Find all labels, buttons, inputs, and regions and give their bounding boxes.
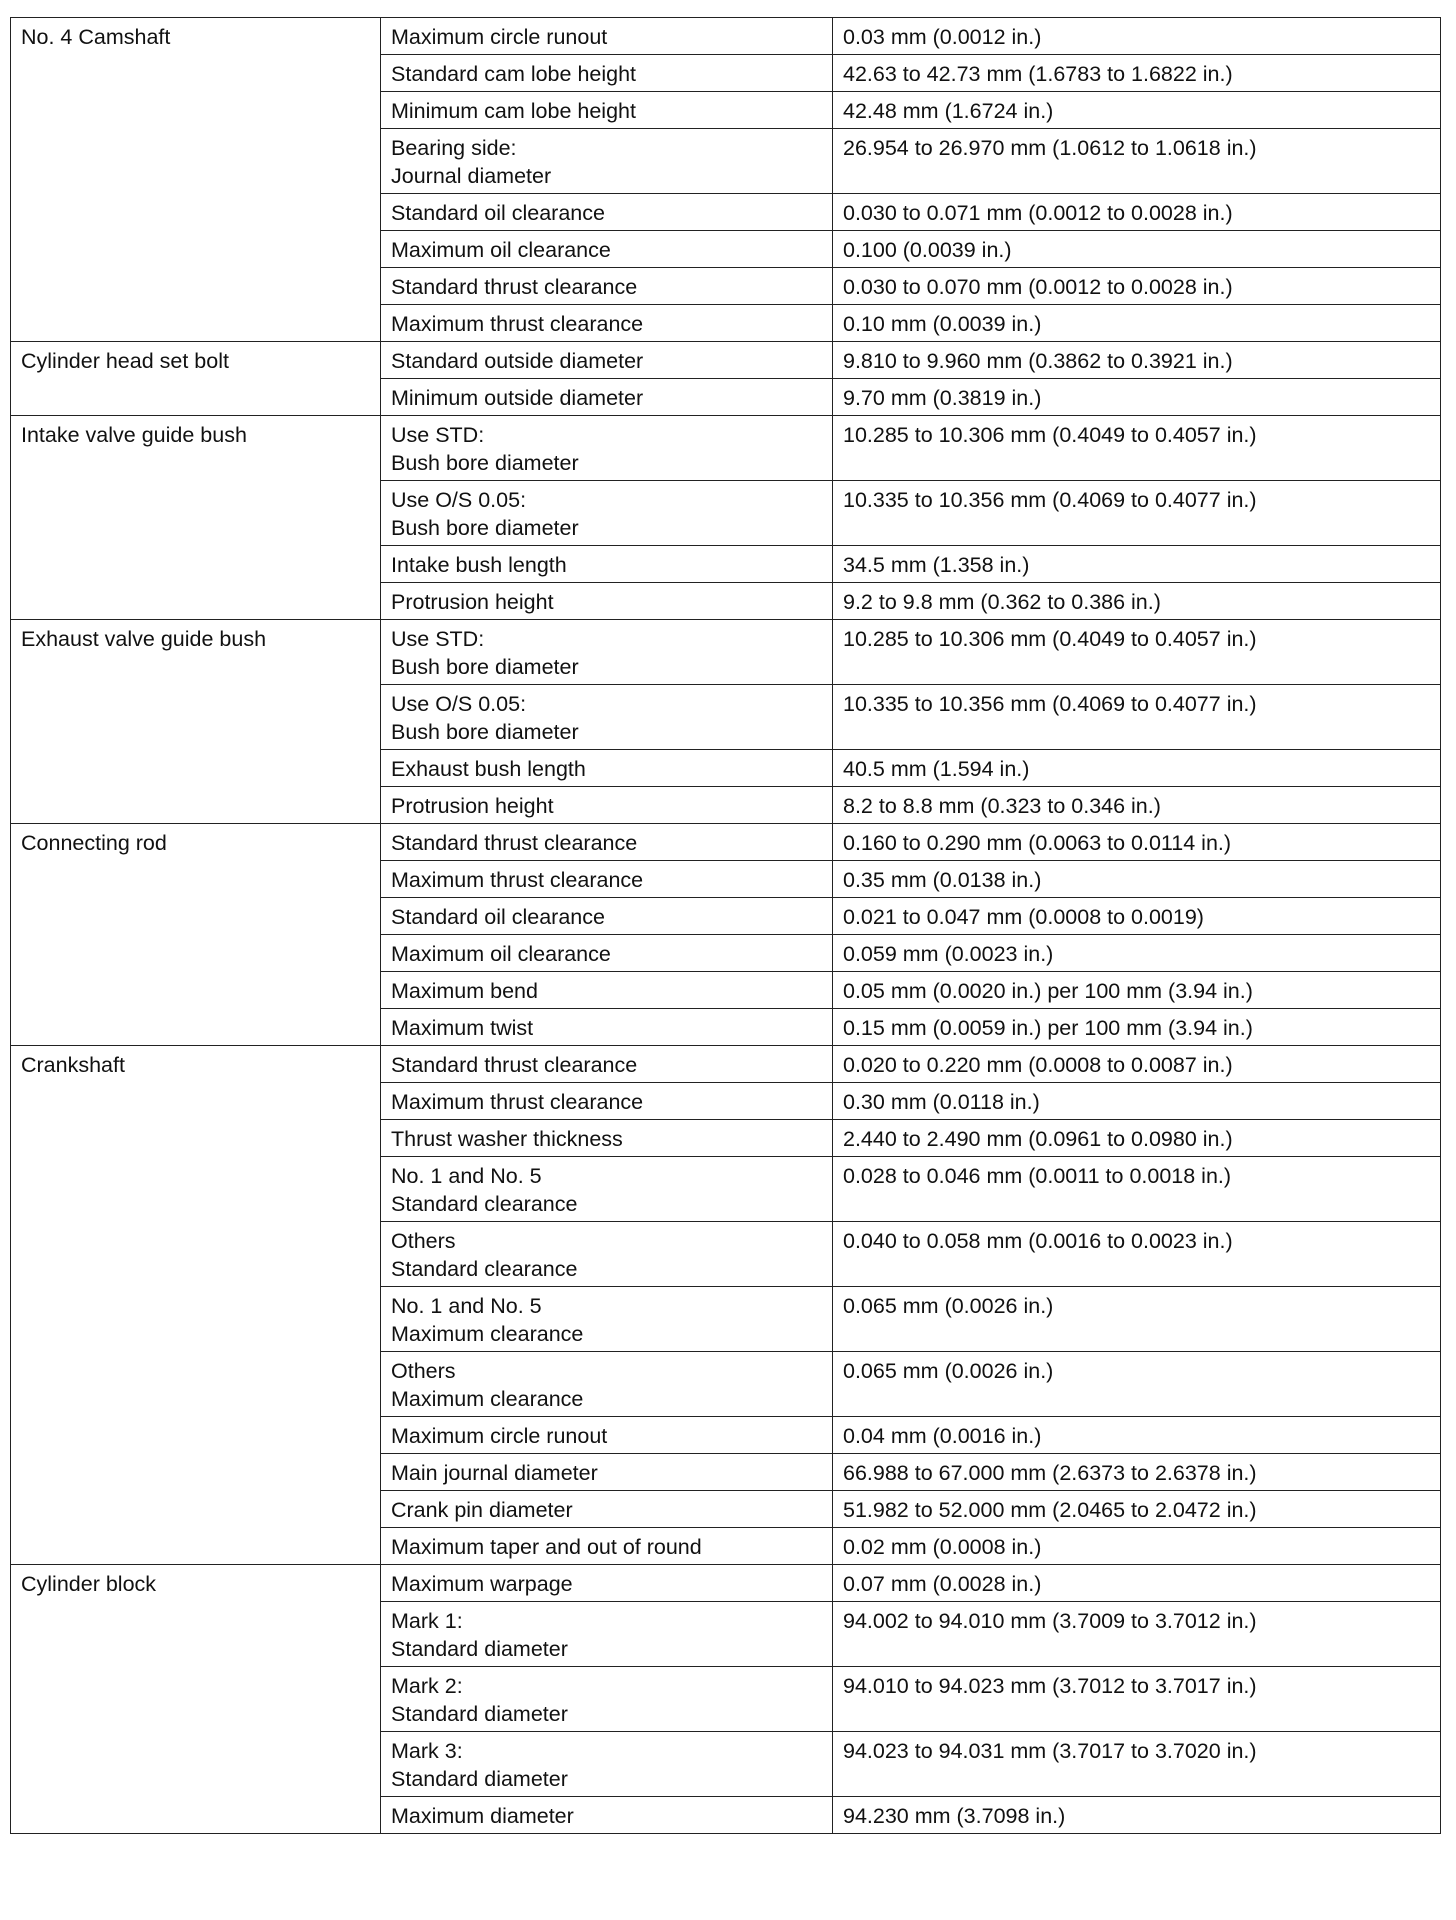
- spec-item-cell: Intake bush length: [381, 546, 833, 583]
- spec-value-cell: 0.04 mm (0.0016 in.): [833, 1417, 1441, 1454]
- spec-value-cell: 9.70 mm (0.3819 in.): [833, 379, 1441, 416]
- spec-value-cell: 0.020 to 0.220 mm (0.0008 to 0.0087 in.): [833, 1046, 1441, 1083]
- spec-item-cell: Standard cam lobe height: [381, 55, 833, 92]
- spec-value-cell: 0.30 mm (0.0118 in.): [833, 1083, 1441, 1120]
- component-name-cell: Connecting rod: [11, 824, 381, 1046]
- table-row: [11, 824, 1441, 861]
- spec-item-cell: Maximum diameter: [381, 1797, 833, 1834]
- spec-value-cell: 94.002 to 94.010 mm (3.7009 to 3.7012 in.): [833, 1602, 1441, 1667]
- spec-value-cell: 0.03 mm (0.0012 in.): [833, 18, 1441, 55]
- spec-value-cell: 2.440 to 2.490 mm (0.0961 to 0.0980 in.): [833, 1120, 1441, 1157]
- spec-value-cell: 0.160 to 0.290 mm (0.0063 to 0.0114 in.): [833, 824, 1441, 861]
- spec-item-cell: Minimum cam lobe height: [381, 92, 833, 129]
- spec-item-cell: Standard oil clearance: [381, 194, 833, 231]
- spec-value-cell: 0.15 mm (0.0059 in.) per 100 mm (3.94 in.): [833, 1009, 1441, 1046]
- spec-item-cell: Minimum outside diameter: [381, 379, 833, 416]
- spec-item-cell: No. 1 and No. 5 Maximum clearance: [381, 1287, 833, 1352]
- spec-item-cell: Maximum thrust clearance: [381, 861, 833, 898]
- spec-item-cell: Maximum circle runout: [381, 18, 833, 55]
- spec-item-cell: Others Standard clearance: [381, 1222, 833, 1287]
- spec-value-cell: 10.335 to 10.356 mm (0.4069 to 0.4077 in.): [833, 685, 1441, 750]
- spec-value-cell: 9.810 to 9.960 mm (0.3862 to 0.3921 in.): [833, 342, 1441, 379]
- spec-item-cell: Bearing side: Journal diameter: [381, 129, 833, 194]
- table-row: [11, 416, 1441, 481]
- spec-item-cell: Maximum thrust clearance: [381, 1083, 833, 1120]
- spec-value-cell: 0.10 mm (0.0039 in.): [833, 305, 1441, 342]
- spec-item-cell: No. 1 and No. 5 Standard clearance: [381, 1157, 833, 1222]
- spec-item-cell: Mark 3: Standard diameter: [381, 1732, 833, 1797]
- component-name-cell: Crankshaft: [11, 1046, 381, 1565]
- spec-item-cell: Maximum bend: [381, 972, 833, 1009]
- component-name-cell: Intake valve guide bush: [11, 416, 381, 620]
- table-row: [11, 18, 1441, 55]
- spec-item-cell: Use STD: Bush bore diameter: [381, 620, 833, 685]
- spec-item-cell: Standard oil clearance: [381, 898, 833, 935]
- spec-value-cell: 0.021 to 0.047 mm (0.0008 to 0.0019): [833, 898, 1441, 935]
- spec-item-cell: Standard thrust clearance: [381, 824, 833, 861]
- spec-value-cell: 26.954 to 26.970 mm (1.0612 to 1.0618 in.): [833, 129, 1441, 194]
- spec-item-cell: Standard thrust clearance: [381, 268, 833, 305]
- component-name-cell: Cylinder block: [11, 1565, 381, 1834]
- spec-item-cell: Maximum thrust clearance: [381, 305, 833, 342]
- spec-value-cell: 0.040 to 0.058 mm (0.0016 to 0.0023 in.): [833, 1222, 1441, 1287]
- spec-value-cell: 10.335 to 10.356 mm (0.4069 to 0.4077 in.): [833, 481, 1441, 546]
- spec-item-cell: Crank pin diameter: [381, 1491, 833, 1528]
- spec-value-cell: 0.030 to 0.070 mm (0.0012 to 0.0028 in.): [833, 268, 1441, 305]
- spec-item-cell: Standard thrust clearance: [381, 1046, 833, 1083]
- component-name-cell: Cylinder head set bolt: [11, 342, 381, 416]
- spec-value-cell: 0.35 mm (0.0138 in.): [833, 861, 1441, 898]
- table-row: [11, 1046, 1441, 1083]
- spec-item-cell: Maximum oil clearance: [381, 231, 833, 268]
- spec-value-cell: 66.988 to 67.000 mm (2.6373 to 2.6378 in.): [833, 1454, 1441, 1491]
- spec-value-cell: 94.230 mm (3.7098 in.): [833, 1797, 1441, 1834]
- spec-item-cell: Maximum oil clearance: [381, 935, 833, 972]
- spec-item-cell: Main journal diameter: [381, 1454, 833, 1491]
- spec-item-cell: Thrust washer thickness: [381, 1120, 833, 1157]
- spec-value-cell: 9.2 to 9.8 mm (0.362 to 0.386 in.): [833, 583, 1441, 620]
- spec-value-cell: 42.48 mm (1.6724 in.): [833, 92, 1441, 129]
- spec-value-cell: 0.05 mm (0.0020 in.) per 100 mm (3.94 in.): [833, 972, 1441, 1009]
- spec-item-cell: Maximum circle runout: [381, 1417, 833, 1454]
- spec-value-cell: 42.63 to 42.73 mm (1.6783 to 1.6822 in.): [833, 55, 1441, 92]
- spec-value-cell: 10.285 to 10.306 mm (0.4049 to 0.4057 in.): [833, 416, 1441, 481]
- table-row: [11, 620, 1441, 685]
- spec-item-cell: Mark 1: Standard diameter: [381, 1602, 833, 1667]
- spec-item-cell: Protrusion height: [381, 583, 833, 620]
- spec-value-cell: 94.010 to 94.023 mm (3.7012 to 3.7017 in.): [833, 1667, 1441, 1732]
- spec-item-cell: Maximum twist: [381, 1009, 833, 1046]
- component-name-cell: No. 4 Camshaft: [11, 18, 381, 342]
- spec-value-cell: 0.02 mm (0.0008 in.): [833, 1528, 1441, 1565]
- spec-item-cell: Exhaust bush length: [381, 750, 833, 787]
- spec-value-cell: 10.285 to 10.306 mm (0.4049 to 0.4057 in.): [833, 620, 1441, 685]
- spec-value-cell: 94.023 to 94.031 mm (3.7017 to 3.7020 in.): [833, 1732, 1441, 1797]
- table-row: [11, 1565, 1441, 1602]
- spec-item-cell: Maximum warpage: [381, 1565, 833, 1602]
- specification-table: [10, 17, 1441, 1834]
- spec-item-cell: Others Maximum clearance: [381, 1352, 833, 1417]
- spec-value-cell: 0.07 mm (0.0028 in.): [833, 1565, 1441, 1602]
- spec-item-cell: Use STD: Bush bore diameter: [381, 416, 833, 481]
- spec-value-cell: 40.5 mm (1.594 in.): [833, 750, 1441, 787]
- table-row: [11, 342, 1441, 379]
- spec-value-cell: 0.028 to 0.046 mm (0.0011 to 0.0018 in.): [833, 1157, 1441, 1222]
- spec-value-cell: 0.059 mm (0.0023 in.): [833, 935, 1441, 972]
- spec-value-cell: 0.030 to 0.071 mm (0.0012 to 0.0028 in.): [833, 194, 1441, 231]
- spec-item-cell: Protrusion height: [381, 787, 833, 824]
- spec-value-cell: 0.065 mm (0.0026 in.): [833, 1352, 1441, 1417]
- spec-item-cell: Use O/S 0.05: Bush bore diameter: [381, 685, 833, 750]
- spec-value-cell: 0.100 (0.0039 in.): [833, 231, 1441, 268]
- spec-item-cell: Use O/S 0.05: Bush bore diameter: [381, 481, 833, 546]
- spec-value-cell: 51.982 to 52.000 mm (2.0465 to 2.0472 in.): [833, 1491, 1441, 1528]
- spec-value-cell: 0.065 mm (0.0026 in.): [833, 1287, 1441, 1352]
- spec-item-cell: Standard outside diameter: [381, 342, 833, 379]
- spec-item-cell: Maximum taper and out of round: [381, 1528, 833, 1565]
- specification-table-body: [11, 18, 1441, 1834]
- component-name-cell: Exhaust valve guide bush: [11, 620, 381, 824]
- spec-item-cell: Mark 2: Standard diameter: [381, 1667, 833, 1732]
- spec-value-cell: 34.5 mm (1.358 in.): [833, 546, 1441, 583]
- spec-value-cell: 8.2 to 8.8 mm (0.323 to 0.346 in.): [833, 787, 1441, 824]
